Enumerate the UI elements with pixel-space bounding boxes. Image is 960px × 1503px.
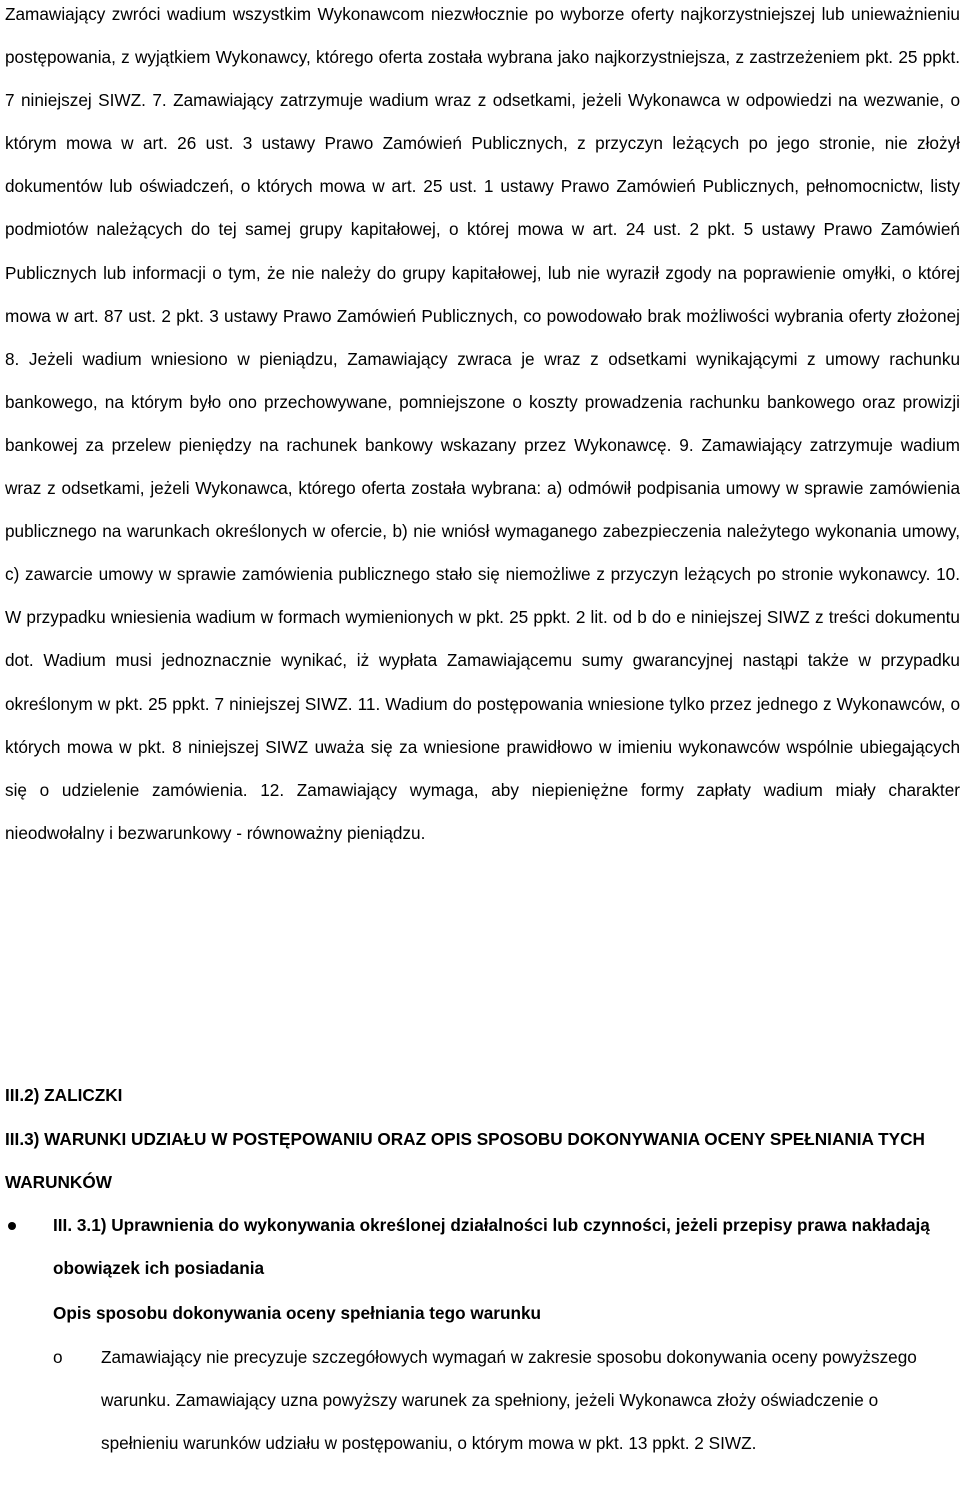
body-paragraph: Zamawiający zwróci wadium wszystkim Wykonawcom niezwłocznie po wyborze oferty najkorzystniejszej lub unieważnieniu postępowania, z wyjątkiem Wykonawcy, którego oferta została wybrana jako najkorzystniejsza, z zastrzeżeniem pkt. 25 ppkt. 7 niniejszej SIWZ. 7. Zamawiający zatrzymuje wadium wraz z odsetkami, jeżeli Wykonawca w odpowiedzi na wezwanie, o którym mowa w art. 26 ust. 3 ustawy Prawo Zamówień Publicznych, z przyczyn leżących po jego stronie, nie złożył dokumentów lub oświadczeń, o których mowa w art. 25 ust. 1 ustawy Prawo Zamówień Publicznych, pełnomocnictw, listy podmiotów należących do tej samej grupy kapitałowej, o której mowa w art. 24 ust. 2 pkt. 5 ustawy Prawo Zamówień Publicznych lub informacji o tym, że nie należy do grupy kapitałowej, lub nie wyraził zgody na poprawienie omyłki, o której mowa w art. 87 ust. 2 pkt. 3 ustawy Prawo Zamówień Publicznych, co powodowało brak możliwości wybrania oferty złożonej 8. Jeżeli wadium wniesiono w pieniądzu, Zamawiający zwraca je wraz z odsetkami wynikającymi z umowy rachunku bankowego, na którym było ono przechowywane, pomniejszone o koszty prowadzenia rachunku bankowego oraz prowizji bankowej za przelew pieniędzy na rachunek bankowy wskazany przez Wykonawcę. 9. Zamawiający zatrzymuje wadium wraz z odsetkami, jeżeli Wykonawca, którego oferta została wybrana: a) odmówił podpisania umowy w sprawie zamówienia publicznego na warunkach określonych w ofercie, b) nie wniósł wymaganego zabezpieczenia należytego wykonania umowy, c) zawarcie umowy w sprawie zamówienia publicznego stało się niemożliwe z przyczyn leżących po stronie wykonawcy. 10. W przypadku wniesienia wadium w formach wymienionych w pkt. 25 ppkt. 2 lit. od b do e niniejszej SIWZ z treści dokumentu dot. Wadium musi jednoznacznie wynikać, iż wypłata Zamawiającemu sumy gwarancyjnej nastąpi także w przypadku określonym w pkt. 25 ppkt. 7 niniejszej SIWZ. 11. Wadium do postępowania wniesione tylko przez jednego z Wykonawców, o których mowa w pkt. 8 niniejszej SIWZ uważa się za wniesione prawidłowo w imieniu wykonawców wspólnie ubiegających się o udzielenie zamówienia. 12. Zamawiający wymaga, aby niepieniężne formy zapłaty wadium miały charakter nieodwołalny i bezwarunkowy - równoważny pieniądzu.: [5, 4, 960, 843]
bullet-icon: [8, 1222, 16, 1230]
section-heading-zaliczki: III.2) ZALICZKI: [5, 1085, 123, 1105]
section-heading-warunki: III.3) WARUNKI UDZIAŁU W POSTĘPOWANIU ORAZ OPIS SPOSOBU DOKONYWANIA OCENY SPEŁNIANIA TYCH WARUNKÓW: [5, 1129, 925, 1193]
circle-bullet-icon: o: [53, 1347, 63, 1367]
bullet-item-text: III. 3.1) Uprawnienia do wykonywania określonej działalności lub czynności, jeżeli przepisy prawa nakładają obowiązek ich posiadania: [53, 1215, 930, 1279]
sub-heading: Opis sposobu dokonywania oceny spełniania tego warunku: [53, 1303, 542, 1323]
sub-item-text: Zamawiający nie precyzuje szczegółowych wymagań w zakresie sposobu dokonywania oceny powyższego warunku. Zamawiający uzna powyższy warunek za spełniony, jeżeli Wykonawca złoży oświadczenie o spełnieniu warunków udziału w postępowaniu, o którym mowa w pkt. 13 ppkt. 2 SIWZ.: [101, 1347, 917, 1454]
